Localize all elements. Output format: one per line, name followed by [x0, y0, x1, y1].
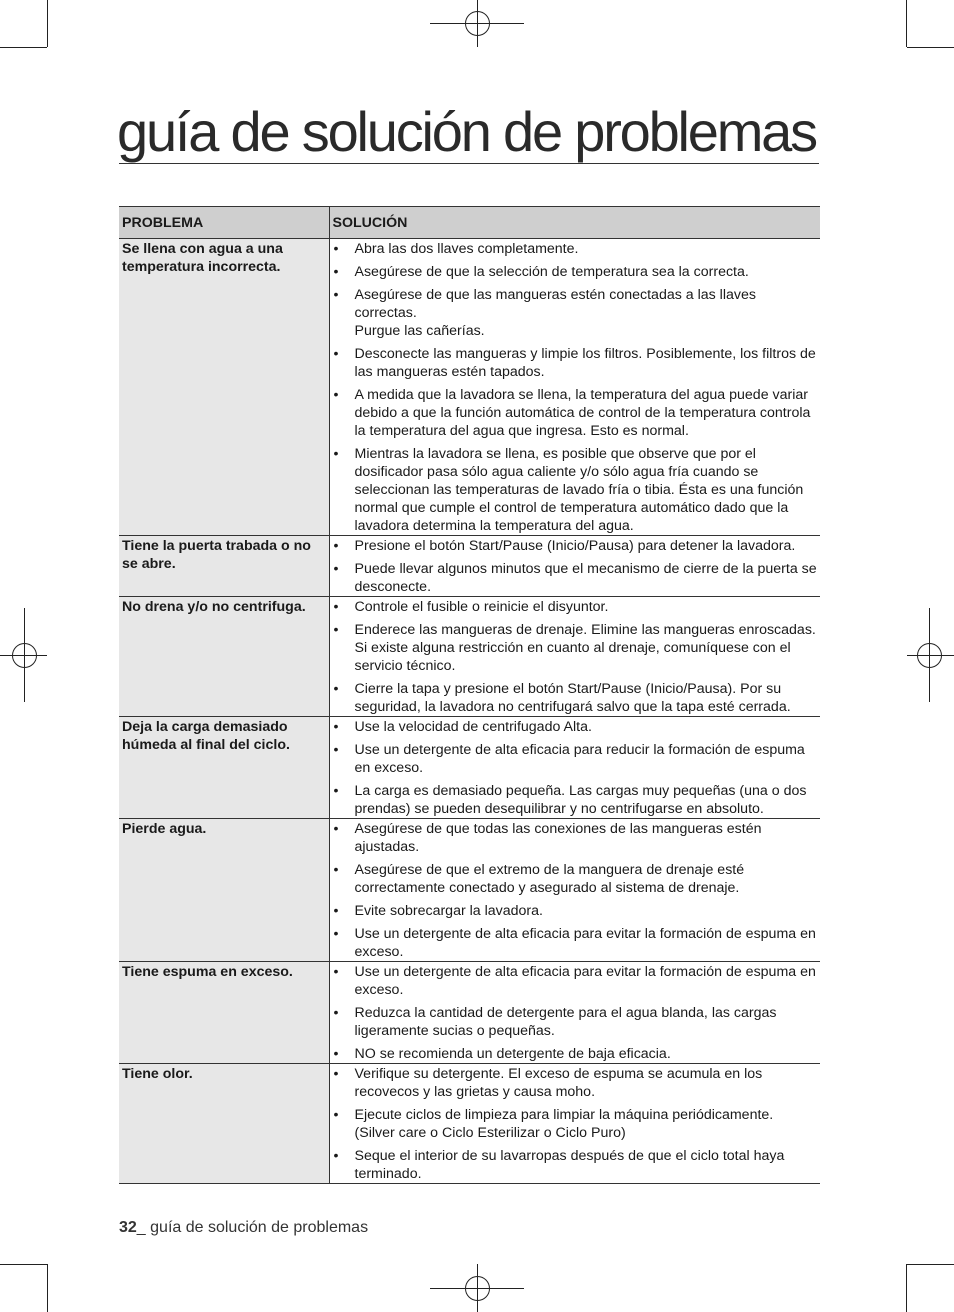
solution-item: • Reduzca la cantidad de detergente para el agua blanda, las cargas ligeramente sucias o pequeñas. [330, 1004, 819, 1040]
registration-mark-line [477, 0, 478, 47]
solution-item: • NO se recomienda un detergente de baja eficacia. [330, 1045, 819, 1063]
title-underline [119, 163, 819, 164]
problem-cell: Deja la carga demasiado húmeda al final del ciclo. [119, 717, 329, 819]
solution-cell [329, 962, 820, 1064]
crop-mark [906, 1264, 907, 1312]
solution-list [330, 598, 819, 716]
footer-section: _ guía de solución de problemas [136, 1219, 369, 1236]
solution-cell [329, 1064, 820, 1184]
solution-item: • Asegúrese de que la selección de temperatura sea la correcta. [330, 263, 819, 281]
registration-mark-line [24, 608, 25, 702]
solution-item: • Use un detergente de alta eficacia para reducir la formación de espuma en exceso. [330, 741, 819, 777]
solution-list [330, 963, 819, 1063]
solution-item: • Seque el interior de su lavarropas después de que el ciclo total haya terminado. [330, 1147, 819, 1183]
solution-item: • Use un detergente de alta eficacia para evitar la formación de espuma en exceso. [330, 963, 819, 999]
solution-item: • Mientras la lavadora se llena, es posible que observe que por el dosificador pasa sólo agua caliente y/o sólo agua fría cuando se seleccionan las temperaturas de lavado fría o tibia. Ésta es una función normal que cumple el control de temperatura automático dado que la lavadora determina la temperatura del agua. [330, 445, 819, 535]
crop-mark [0, 1264, 47, 1265]
problem-cell: Tiene la puerta trabada o no se abre. [119, 536, 329, 597]
solution-cell [329, 717, 820, 819]
table-body [119, 239, 820, 1184]
crop-mark [907, 47, 954, 48]
solution-cell [329, 239, 820, 536]
solution-item: • Asegúrese de que todas las conexiones de las mangueras estén ajustadas. [330, 820, 819, 856]
solution-item: • Cierre la tapa y presione el botón Start/Pause (Inicio/Pausa). Por su seguridad, la lavadora no centrifugará salvo que la tapa esté cerrada. [330, 680, 819, 716]
solution-cell [329, 536, 820, 597]
registration-mark-line [477, 1264, 478, 1312]
solution-item: • A medida que la lavadora se llena, la temperatura del agua puede variar debido a que la función automática de control de la temperatura controla la temperatura del agua que ingresa. Esto es normal. [330, 386, 819, 440]
crop-mark [907, 1264, 954, 1265]
page-title: guía de solución de problemas [117, 100, 816, 163]
table-row [119, 536, 820, 597]
solution-item: • Presione el botón Start/Pause (Inicio/Pausa) para detener la lavadora. [330, 537, 819, 555]
solution-item: • Asegúrese de que las mangueras estén conectadas a las llaves correctas. Purgue las cañerías. [330, 286, 819, 340]
table-row [119, 819, 820, 962]
solution-item: • Use un detergente de alta eficacia para evitar la formación de espuma en exceso. [330, 925, 819, 961]
solution-cell [329, 819, 820, 962]
solution-list [330, 820, 819, 961]
table-row [119, 597, 820, 717]
registration-mark-line [907, 655, 954, 656]
solution-item: • Abra las dos llaves completamente. [330, 240, 819, 258]
solution-list [330, 718, 819, 818]
crop-mark [906, 0, 907, 47]
crop-mark [47, 0, 48, 47]
crop-mark [0, 47, 47, 48]
solution-list [330, 1065, 819, 1183]
solution-item: • Puede llevar algunos minutos que el mecanismo de cierre de la puerta se desconecte. [330, 560, 819, 596]
registration-mark-line [929, 608, 930, 702]
problem-cell: Se llena con agua a una temperatura incorrecta. [119, 239, 329, 536]
problem-cell: Tiene olor. [119, 1064, 329, 1184]
table-header-row [119, 207, 820, 239]
solution-item: • Evite sobrecargar la lavadora. [330, 902, 819, 920]
problem-cell: No drena y/o no centrifuga. [119, 597, 329, 717]
solution-item: • Asegúrese de que el extremo de la manguera de drenaje esté correctamente conectado y asegurado al sistema de drenaje. [330, 861, 819, 897]
problem-cell: Tiene espuma en exceso. [119, 962, 329, 1064]
solution-item: • Controle el fusible o reinicie el disyuntor. [330, 598, 819, 616]
troubleshooting-table [119, 206, 820, 1184]
header-solution: SOLUCIÓN [329, 207, 820, 239]
solution-item: • Desconecte las mangueras y limpie los filtros. Posiblemente, los filtros de las mangueras estén tapados. [330, 345, 819, 381]
page-footer [119, 1219, 368, 1237]
table-row [119, 239, 820, 536]
table-row [119, 962, 820, 1064]
table-row [119, 1064, 820, 1184]
solution-list [330, 240, 819, 535]
solution-list [330, 537, 819, 596]
header-problem: PROBLEMA [119, 207, 329, 239]
solution-item: • Ejecute ciclos de limpieza para limpiar la máquina periódicamente. (Silver care o Ciclo Esterilizar o Ciclo Puro) [330, 1106, 819, 1142]
problem-cell: Pierde agua. [119, 819, 329, 962]
page-number: 32 [119, 1219, 137, 1236]
solution-item: • Enderece las mangueras de drenaje. Elimine las mangueras enroscadas. Si existe alguna restricción en cuanto al drenaje, comuníquese con el servicio técnico. [330, 621, 819, 675]
solution-item: • Use la velocidad de centrifugado Alta. [330, 718, 819, 736]
table-row [119, 717, 820, 819]
solution-item: • Verifique su detergente. El exceso de espuma se acumula en los recovecos y las grietas y causa moho. [330, 1065, 819, 1101]
solution-item: • La carga es demasiado pequeña. Las cargas muy pequeñas (una o dos prendas) se pueden desequilibrar y no centrifugarse en absoluto. [330, 782, 819, 818]
solution-cell [329, 597, 820, 717]
crop-mark [47, 1264, 48, 1312]
